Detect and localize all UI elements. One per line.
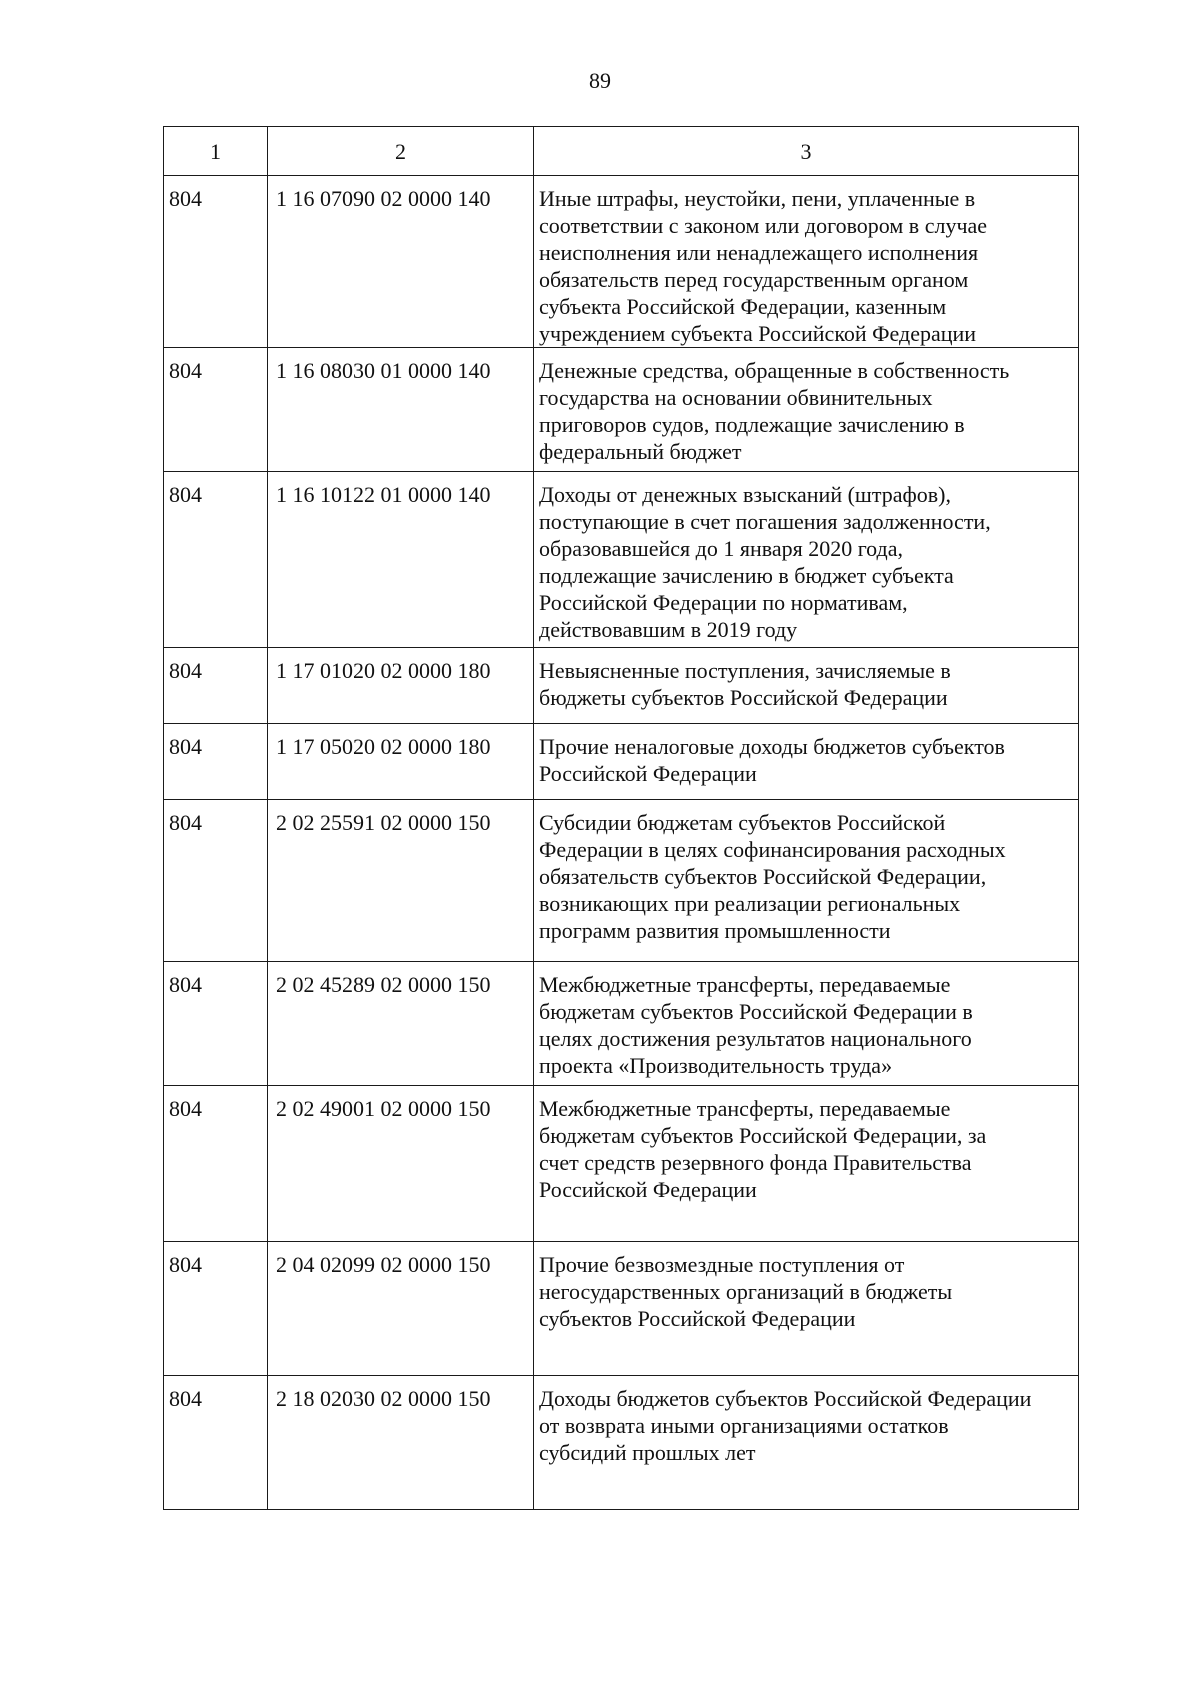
description-line: Российской Федерации (539, 761, 757, 786)
description-line: учреждением субъекта Российской Федерации (539, 321, 977, 346)
admin-code-cell: 804 (164, 348, 268, 472)
description-cell (534, 962, 1079, 1086)
page-number: 89 (589, 68, 611, 93)
admin-code-cell: 804 (164, 724, 268, 800)
description-line: субъектов Российской Федерации (539, 1306, 856, 1331)
budget-code-cell: 2 04 02099 02 0000 150 (268, 1242, 534, 1376)
description-line: неисполнения или ненадлежащего исполнения (539, 240, 979, 265)
description-cell (534, 648, 1079, 724)
table-row (164, 1376, 1079, 1510)
description-line: Прочие неналоговые доходы бюджетов субъектов (539, 734, 1005, 759)
description-line: соответствии с законом или договором в случае (539, 213, 988, 238)
budget-code-cell: 1 16 08030 01 0000 140 (268, 348, 534, 472)
description-line: субъекта Российской Федерации, казенным (539, 294, 947, 319)
description-line: Доходы бюджетов субъектов Российской Федерации (539, 1386, 1032, 1411)
description-line: возникающих при реализации региональных (539, 891, 961, 916)
budget-code-cell: 2 02 45289 02 0000 150 (268, 962, 534, 1086)
table-row (164, 724, 1079, 800)
description-line: Субсидии бюджетам субъектов Российской (539, 810, 946, 835)
description-cell (534, 176, 1079, 348)
description-line: проекта «Производительность труда» (539, 1053, 893, 1078)
budget-code-cell: 1 16 07090 02 0000 140 (268, 176, 534, 348)
admin-code-cell: 804 (164, 472, 268, 648)
description-line: государства на основании обвинительных (539, 385, 933, 410)
table-row (164, 176, 1079, 348)
table-row (164, 472, 1079, 648)
budget-code-cell: 2 18 02030 02 0000 150 (268, 1376, 534, 1510)
table-row (164, 348, 1079, 472)
description-cell (534, 1086, 1079, 1242)
table-row (164, 800, 1079, 962)
admin-code-cell: 804 (164, 1086, 268, 1242)
description-cell (534, 1376, 1079, 1510)
description-line: Межбюджетные трансферты, передаваемые (539, 1096, 951, 1121)
description-line: бюджеты субъектов Российской Федерации (539, 685, 948, 710)
budget-code-cell: 1 17 01020 02 0000 180 (268, 648, 534, 724)
table-row (164, 648, 1079, 724)
description-line: счет средств резервного фонда Правительства (539, 1150, 972, 1175)
description-line: от возврата иными организациями остатков (539, 1413, 949, 1438)
description-line: Федерации в целях софинансирования расходных (539, 837, 1006, 862)
description-line: приговоров судов, подлежащие зачислению в (539, 412, 965, 437)
table-row (164, 962, 1079, 1086)
budget-code-cell: 2 02 49001 02 0000 150 (268, 1086, 534, 1242)
column-header-2: 2 (268, 127, 534, 176)
description-line: образовавшейся до 1 января 2020 года, (539, 536, 903, 561)
description-line: бюджетам субъектов Российской Федерации, за (539, 1123, 987, 1148)
column-header-3: 3 (534, 127, 1079, 176)
description-line: целях достижения результатов национального (539, 1026, 972, 1051)
admin-code-cell: 804 (164, 962, 268, 1086)
column-header-1: 1 (164, 127, 268, 176)
revenue-codes-table (163, 126, 1079, 1510)
description-line: Прочие безвозмездные поступления от (539, 1252, 905, 1277)
table-row (164, 1242, 1079, 1376)
budget-code-cell: 1 16 10122 01 0000 140 (268, 472, 534, 648)
admin-code-cell: 804 (164, 800, 268, 962)
description-cell (534, 800, 1079, 962)
description-line: Денежные средства, обращенные в собственность (539, 358, 1010, 383)
admin-code-cell: 804 (164, 1376, 268, 1510)
description-line: обязательств субъектов Российской Федерации, (539, 864, 987, 889)
admin-code-cell: 804 (164, 648, 268, 724)
description-line: федеральный бюджет (539, 439, 742, 464)
description-line: действовавшим в 2019 году (539, 617, 798, 642)
description-cell (534, 472, 1079, 648)
table-row (164, 1086, 1079, 1242)
description-line: программ развития промышленности (539, 918, 891, 943)
admin-code-cell: 804 (164, 176, 268, 348)
description-line: Межбюджетные трансферты, передаваемые (539, 972, 951, 997)
admin-code-cell: 804 (164, 1242, 268, 1376)
description-line: Российской Федерации по нормативам, (539, 590, 908, 615)
table-header-row (164, 127, 1079, 176)
description-cell (534, 1242, 1079, 1376)
description-line: обязательств перед государственным органом (539, 267, 969, 292)
description-line: поступающие в счет погашения задолженности, (539, 509, 991, 534)
description-line: негосударственных организаций в бюджеты (539, 1279, 953, 1304)
description-line: Российской Федерации (539, 1177, 757, 1202)
budget-code-cell: 2 02 25591 02 0000 150 (268, 800, 534, 962)
description-line: Иные штрафы, неустойки, пени, уплаченные в (539, 186, 976, 211)
description-line: подлежащие зачислению в бюджет субъекта (539, 563, 954, 588)
description-line: бюджетам субъектов Российской Федерации в (539, 999, 973, 1024)
description-line: Доходы от денежных взысканий (штрафов), (539, 482, 951, 507)
description-cell (534, 348, 1079, 472)
description-line: субсидий прошлых лет (539, 1440, 756, 1465)
description-cell (534, 724, 1079, 800)
budget-code-cell: 1 17 05020 02 0000 180 (268, 724, 534, 800)
description-line: Невыясненные поступления, зачисляемые в (539, 658, 951, 683)
